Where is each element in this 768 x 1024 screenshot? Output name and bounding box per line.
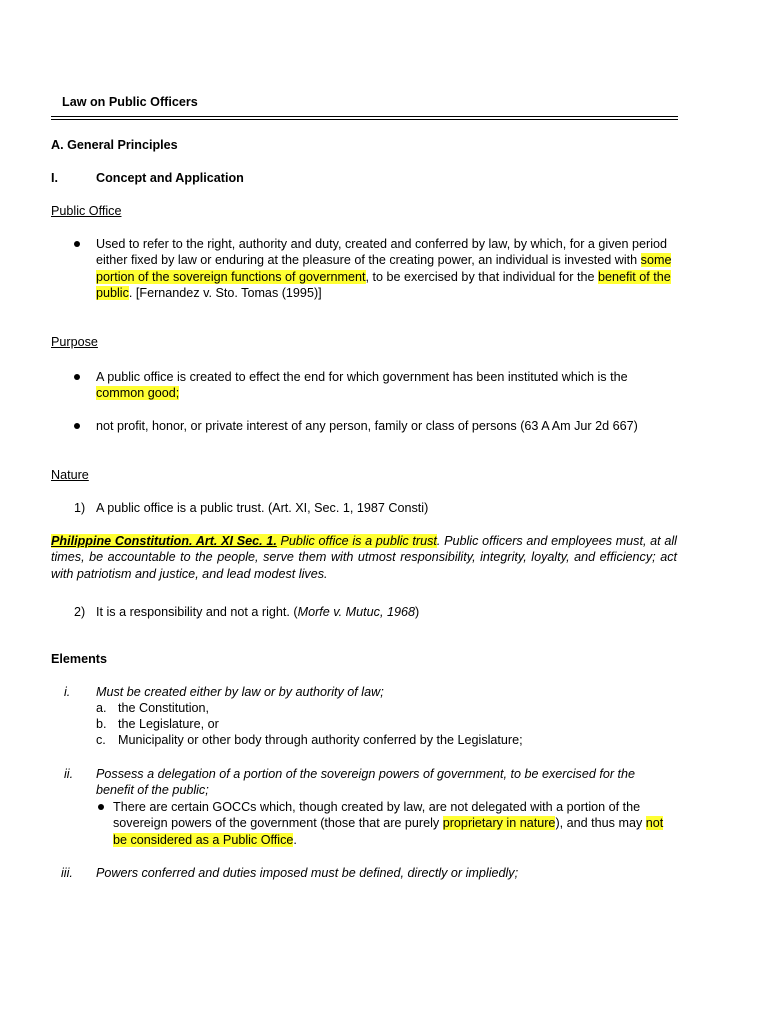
nature-item-1-number: 1): [74, 501, 86, 515]
purpose-item-2: not profit, honor, or private interest of any person, family or class of persons (63 A Am Jur 2d 667): [96, 419, 638, 433]
nature-item-2: [96, 604, 676, 620]
element-i-sub-c: Municipality or other body through authority conferred by the Legislature;: [118, 733, 523, 747]
highlight-sovereign-functions: some portion of the sovereign functions of government: [96, 253, 672, 284]
case-citation: Morfe v. Mutuc, 1968: [297, 605, 415, 619]
highlight-constitution-ref: Philippine Constitution. Art. XI Sec. 1.: [51, 534, 277, 548]
public-office-definition: [96, 236, 676, 302]
bullet-icon: [74, 423, 80, 429]
element-iii-number: iii.: [61, 866, 73, 880]
nature-item-2-number: 2): [74, 605, 86, 619]
element-i-sub-a-number: a.: [96, 701, 107, 715]
definition-text: Used to refer to the right, authority and duty, created and conferred by law, by which, for a given period either fixed by law or enduring at the pleasure of the creating power, an individual is invested with: [96, 237, 668, 268]
nature-item-2-close: ): [414, 605, 420, 619]
definition-text-mid: , to be exercised by that individual for the: [365, 269, 598, 284]
purpose-item-1: [96, 369, 676, 402]
element-i-sub-a: the Constitution,: [118, 701, 210, 715]
public-office-heading: Public Office: [51, 204, 122, 218]
constitution-text: . Public officers and employees must, at all times, be accountable to the people, serve them with utmost responsibility, integrity, loyalty, and efficiency; act with patriotism and justice, and lead modest lives.: [51, 534, 677, 581]
title-rule-bottom: [51, 119, 678, 120]
highlight-not-public-office: not be considered as a Public Office: [113, 816, 664, 847]
nature-heading: Nature: [51, 468, 89, 482]
highlight-common-good: common good;: [96, 386, 180, 401]
bullet-icon: [74, 374, 80, 380]
highlight-public-trust: Public office is a public trust: [276, 534, 437, 548]
title-rule-top: [51, 116, 678, 117]
element-iii-text: Powers conferred and duties imposed must be defined, directly or impliedly;: [96, 866, 519, 880]
element-i-sub-b: the Legislature, or: [118, 717, 219, 731]
element-i-sub-c-number: c.: [96, 733, 106, 747]
purpose-heading: Purpose: [51, 335, 98, 349]
section-i-title: Concept and Application: [96, 171, 244, 185]
section-i-number: I.: [51, 171, 58, 185]
constitution-quote: [51, 533, 677, 582]
gocc-text: There are certain GOCCs which, though created by law, are not delegated with a portion of the sovereign powers of the government (those that are purely: [113, 800, 641, 831]
element-i-text: Must be created either by law or by authority of law;: [96, 685, 384, 699]
elements-heading: Elements: [51, 652, 107, 666]
gocc-text-mid: ), and thus may: [555, 816, 646, 831]
element-ii-number: ii.: [64, 767, 74, 781]
element-ii-text: Possess a delegation of a portion of the sovereign powers of government, to be exercised for the benefit of the public;: [96, 767, 636, 798]
definition-citation: . [Fernandez v. Sto. Tomas (1995)]: [128, 286, 322, 301]
bullet-icon: [98, 804, 104, 810]
purpose-text: A public office is created to effect the end for which government has been instituted which is the: [96, 370, 628, 384]
element-i-sub-b-number: b.: [96, 717, 107, 731]
bullet-icon: [74, 241, 80, 247]
element-i-number: i.: [64, 685, 71, 699]
highlight-benefit-public: benefit of the public: [96, 269, 671, 301]
element-ii-note: [113, 799, 676, 848]
section-a-heading: A. General Principles: [51, 138, 178, 152]
gocc-text-end: .: [293, 832, 297, 847]
highlight-proprietary: proprietary in nature: [442, 816, 556, 831]
nature-item-2-text: It is a responsibility and not a right. (: [96, 605, 298, 619]
document-title: Law on Public Officers: [62, 95, 198, 109]
nature-item-1: A public office is a public trust. (Art. XI, Sec. 1, 1987 Consti): [96, 501, 429, 515]
